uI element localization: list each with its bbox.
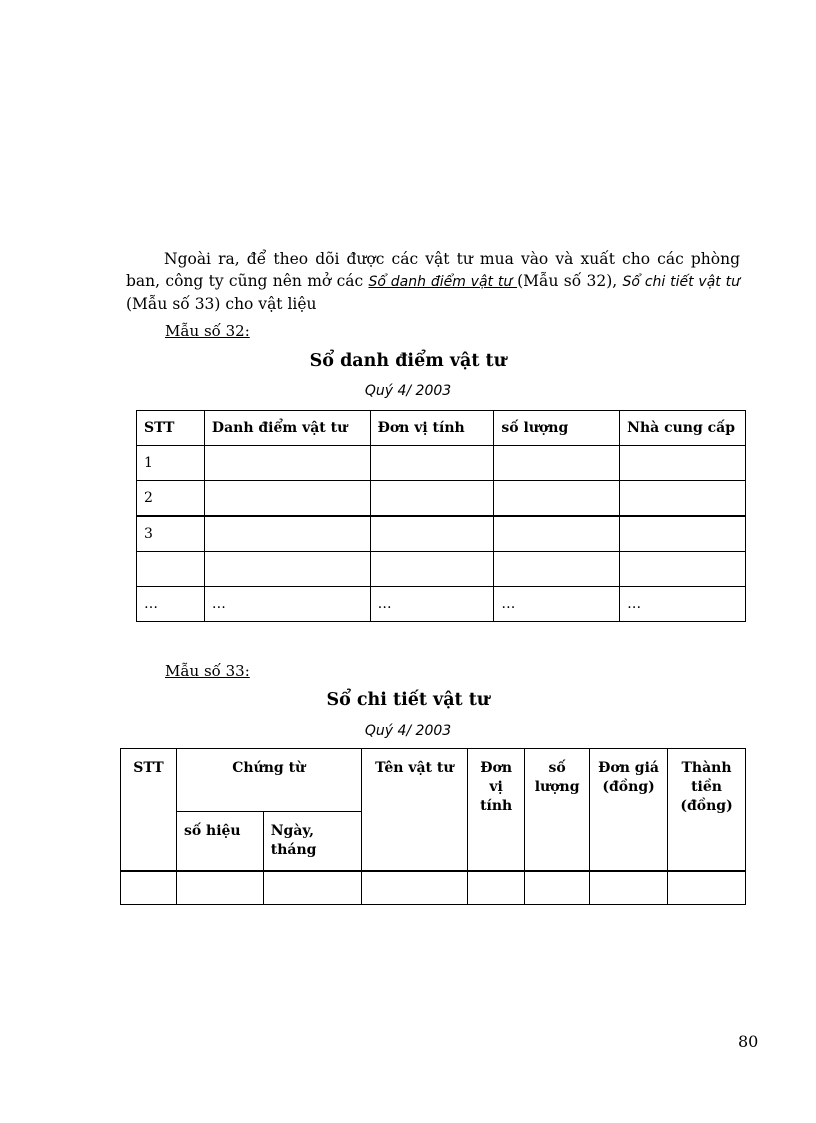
cell [370, 446, 494, 481]
table-row [137, 587, 746, 622]
cell [204, 481, 370, 517]
form33-table [120, 748, 746, 905]
table-header-row [121, 749, 746, 812]
cell: … [620, 587, 746, 622]
form32-table [136, 410, 746, 622]
header-stt: STT [137, 411, 205, 446]
header-so-luong: số lượng [525, 749, 590, 872]
so-chi-tiet-reference: Sổ chi tiết vật tư [622, 274, 740, 290]
cell: … [370, 587, 494, 622]
form33-label: Mẫu số 33: [165, 662, 250, 680]
table-row [121, 871, 746, 905]
cell: 1 [137, 446, 205, 481]
cell [204, 552, 370, 587]
header-thanh-tien: Thành tiền (đồng) [668, 749, 746, 872]
cell [468, 871, 525, 905]
form32-title: Sổ danh điểm vật tư [309, 351, 507, 371]
table-row [137, 481, 746, 517]
intro-paragraph [126, 248, 740, 315]
header-don-gia: Đơn giá (đồng) [590, 749, 668, 872]
cell [590, 871, 668, 905]
table-row [137, 516, 746, 552]
cell [121, 871, 177, 905]
cell [668, 871, 746, 905]
table-header-row [137, 411, 746, 446]
header-ngay-thang: Ngày, tháng [263, 812, 361, 872]
so-danh-diem-link: Sổ danh điểm vật tư [368, 274, 518, 290]
table-row [137, 446, 746, 481]
cell [361, 871, 468, 905]
header-so-luong: số lượng [494, 411, 620, 446]
cell [494, 552, 620, 587]
cell [370, 552, 494, 587]
cell: … [137, 587, 205, 622]
cell [370, 516, 494, 552]
cell [263, 871, 361, 905]
cell: 3 [137, 516, 205, 552]
cell [204, 516, 370, 552]
form32-subtitle: Quý 4/ 2003 [364, 383, 452, 399]
header-don-vi-tinh: Đơn vị tính [468, 749, 525, 872]
cell [370, 481, 494, 517]
header-ten-vat-tu: Tên vật tư [361, 749, 468, 872]
cell: … [204, 587, 370, 622]
cell [620, 481, 746, 517]
intro-text-2: (Mẫu số 32), [517, 272, 623, 290]
cell: … [494, 587, 620, 622]
header-so-hieu: số hiệu [176, 812, 263, 872]
intro-text-3: (Mẫu số 33) cho vật liệu [126, 295, 317, 313]
header-don-vi-tinh: Đơn vị tính [370, 411, 494, 446]
form33-subtitle: Quý 4/ 2003 [364, 723, 452, 739]
cell [620, 552, 746, 587]
cell [525, 871, 590, 905]
header-chung-tu: Chứng từ [176, 749, 361, 812]
cell [620, 516, 746, 552]
cell [204, 446, 370, 481]
cell [494, 481, 620, 517]
cell [494, 446, 620, 481]
cell: 2 [137, 481, 205, 517]
header-stt: STT [121, 749, 177, 872]
table-row [137, 552, 746, 587]
cell [176, 871, 263, 905]
form33-title: Sổ chi tiết vật tư [326, 690, 490, 710]
header-danh-diem: Danh điểm vật tư [204, 411, 370, 446]
form32-label: Mẫu số 32: [165, 322, 250, 340]
cell [620, 446, 746, 481]
intro-text-1: Ngoài ra, để theo dõi được các vật tư mua vào và xuất cho các phòng ban, công ty cũng nên mở các [126, 250, 740, 290]
page-number: 80 [738, 1032, 759, 1051]
header-nha-cung-cap: Nhà cung cấp [620, 411, 746, 446]
cell [137, 552, 205, 587]
cell [494, 516, 620, 552]
